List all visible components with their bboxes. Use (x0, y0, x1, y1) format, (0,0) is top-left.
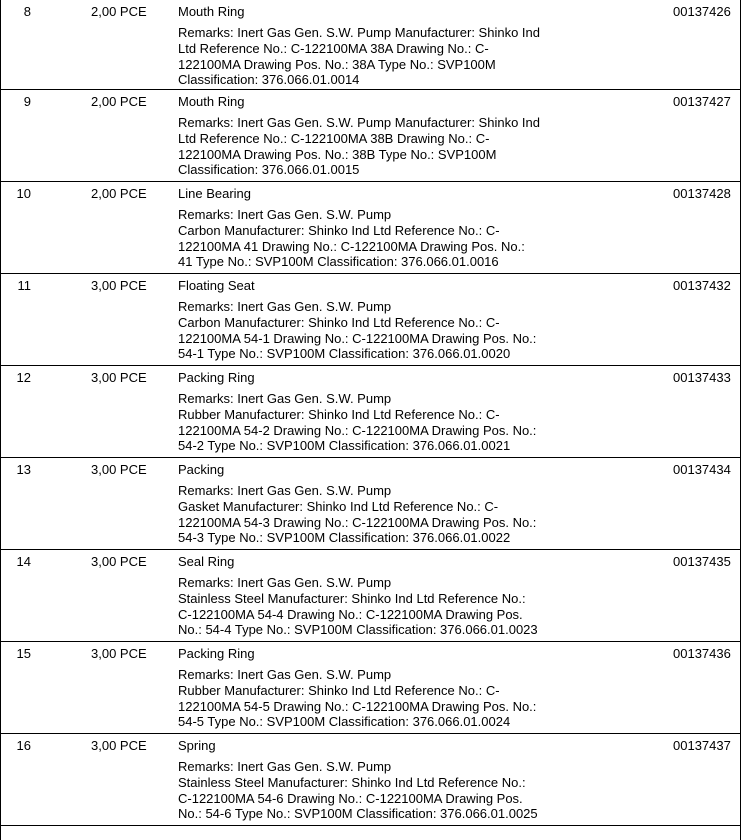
item-title: Mouth Ring (178, 4, 245, 19)
remarks-line: C-122100MA 54-6 Drawing No.: C-122100MA Drawing Pos. (178, 790, 523, 806)
remarks-line: Rubber Manufacturer: Shinko Ind Ltd Reference No.: C- (178, 406, 500, 422)
remarks-line: C-122100MA 54-4 Drawing No.: C-122100MA Drawing Pos. (178, 606, 523, 622)
remarks-line: Gasket Manufacturer: Shinko Ind Ltd Reference No.: C- (178, 498, 499, 514)
item-title: Seal Ring (178, 554, 235, 569)
table-row (1, 550, 740, 642)
item-remarks (178, 483, 573, 546)
item-quantity: 2,00 PCE (91, 186, 147, 201)
remarks-line: 54-1 Type No.: SVP100M Classification: 376.066.01.0020 (178, 346, 511, 362)
table-row (1, 458, 740, 550)
remarks-line: Rubber Manufacturer: Shinko Ind Ltd Reference No.: C- (178, 682, 500, 698)
item-title: Mouth Ring (178, 94, 245, 109)
remarks-line: Remarks: Inert Gas Gen. S.W. Pump (178, 759, 392, 774)
remarks-line: Classification: 376.066.01.0014 (178, 72, 360, 88)
remarks-line: 41 Type No.: SVP100M Classification: 376.066.01.0016 (178, 254, 499, 270)
remarks-line: Remarks: Inert Gas Gen. S.W. Pump (178, 299, 392, 314)
remarks-line: 54-2 Type No.: SVP100M Classification: 376.066.01.0021 (178, 438, 511, 454)
table-row (1, 366, 740, 458)
remarks-line: No.: 54-4 Type No.: SVP100M Classification: 376.066.01.0023 (178, 622, 538, 638)
item-number: 10 (16, 186, 31, 201)
item-code: 00137428 (673, 186, 731, 201)
remarks-line: 54-3 Type No.: SVP100M Classification: 376.066.01.0022 (178, 530, 511, 546)
remarks-line: Stainless Steel Manufacturer: Shinko Ind Ltd Reference No.: (178, 590, 526, 606)
item-code: 00137435 (673, 554, 731, 569)
item-code: 00137432 (673, 278, 731, 293)
remarks-line: Remarks: Inert Gas Gen. S.W. Pump (178, 391, 392, 406)
remarks-line: Ltd Reference No.: C-122100MA 38B Drawing No.: C- (178, 130, 490, 146)
table-row (1, 274, 740, 366)
item-code: 00137427 (673, 94, 731, 109)
item-title: Spring (178, 738, 216, 753)
item-number: 9 (23, 94, 31, 109)
item-code: 00137437 (673, 738, 731, 753)
item-quantity: 2,00 PCE (91, 4, 147, 19)
item-remarks (178, 667, 573, 730)
remarks-line: Remarks: Inert Gas Gen. S.W. Pump Manufacturer: Shinko Ind (178, 115, 540, 130)
item-quantity: 3,00 PCE (91, 370, 147, 385)
item-code: 00137433 (673, 370, 731, 385)
table-row (1, 182, 740, 274)
remarks-line: 122100MA 54-3 Drawing No.: C-122100MA Drawing Pos. No.: (178, 514, 537, 530)
item-remarks (178, 299, 573, 362)
item-number: 8 (23, 4, 31, 19)
item-title: Line Bearing (178, 186, 251, 201)
item-remarks (178, 207, 573, 270)
item-quantity: 2,00 PCE (91, 94, 147, 109)
item-title: Floating Seat (178, 278, 255, 293)
remarks-line: Stainless Steel Manufacturer: Shinko Ind Ltd Reference No.: (178, 774, 526, 790)
item-quantity: 3,00 PCE (91, 278, 147, 293)
item-quantity: 3,00 PCE (91, 462, 147, 477)
table-row (1, 734, 740, 826)
remarks-line: Remarks: Inert Gas Gen. S.W. Pump Manufacturer: Shinko Ind (178, 25, 540, 40)
item-number: 11 (17, 278, 31, 293)
item-title: Packing Ring (178, 370, 255, 385)
remarks-line: Carbon Manufacturer: Shinko Ind Ltd Reference No.: C- (178, 222, 500, 238)
item-number: 13 (16, 462, 31, 477)
remarks-line: Remarks: Inert Gas Gen. S.W. Pump (178, 575, 392, 590)
item-code: 00137434 (673, 462, 731, 477)
item-remarks (178, 759, 573, 822)
table-row (1, 642, 740, 734)
remarks-line: No.: 54-6 Type No.: SVP100M Classification: 376.066.01.0025 (178, 806, 538, 822)
item-number: 15 (16, 646, 31, 661)
remarks-line: 122100MA 54-1 Drawing No.: C-122100MA Drawing Pos. No.: (178, 330, 537, 346)
remarks-line: 122100MA 54-2 Drawing No.: C-122100MA Drawing Pos. No.: (178, 422, 537, 438)
item-number: 12 (16, 370, 31, 385)
item-remarks (178, 115, 573, 178)
table-row (1, 90, 740, 182)
remarks-line: Remarks: Inert Gas Gen. S.W. Pump (178, 667, 392, 682)
remarks-line: 54-5 Type No.: SVP100M Classification: 376.066.01.0024 (178, 714, 511, 730)
item-title: Packing Ring (178, 646, 255, 661)
item-remarks (178, 25, 573, 88)
item-quantity: 3,00 PCE (91, 646, 147, 661)
item-quantity: 3,00 PCE (91, 554, 147, 569)
remarks-line: Remarks: Inert Gas Gen. S.W. Pump (178, 207, 392, 222)
remarks-line: 122100MA 54-5 Drawing No.: C-122100MA Drawing Pos. No.: (178, 698, 537, 714)
remarks-line: 122100MA Drawing Pos. No.: 38B Type No.: SVP100M (178, 146, 497, 162)
item-remarks (178, 391, 573, 454)
remarks-line: Ltd Reference No.: C-122100MA 38A Drawing No.: C- (178, 40, 489, 56)
item-title: Packing (178, 462, 225, 477)
remarks-line: Carbon Manufacturer: Shinko Ind Ltd Reference No.: C- (178, 314, 500, 330)
table-row (1, 0, 740, 90)
remarks-line: 122100MA 41 Drawing No.: C-122100MA Drawing Pos. No.: (178, 238, 525, 254)
remarks-line: 122100MA Drawing Pos. No.: 38A Type No.: SVP100M (178, 56, 496, 72)
remarks-line: Classification: 376.066.01.0015 (178, 162, 360, 178)
item-code: 00137436 (673, 646, 731, 661)
item-remarks (178, 575, 573, 638)
item-quantity: 3,00 PCE (91, 738, 147, 753)
item-number: 14 (16, 554, 31, 569)
remarks-line: Remarks: Inert Gas Gen. S.W. Pump (178, 483, 392, 498)
item-number: 16 (16, 738, 31, 753)
item-code: 00137426 (673, 4, 731, 19)
